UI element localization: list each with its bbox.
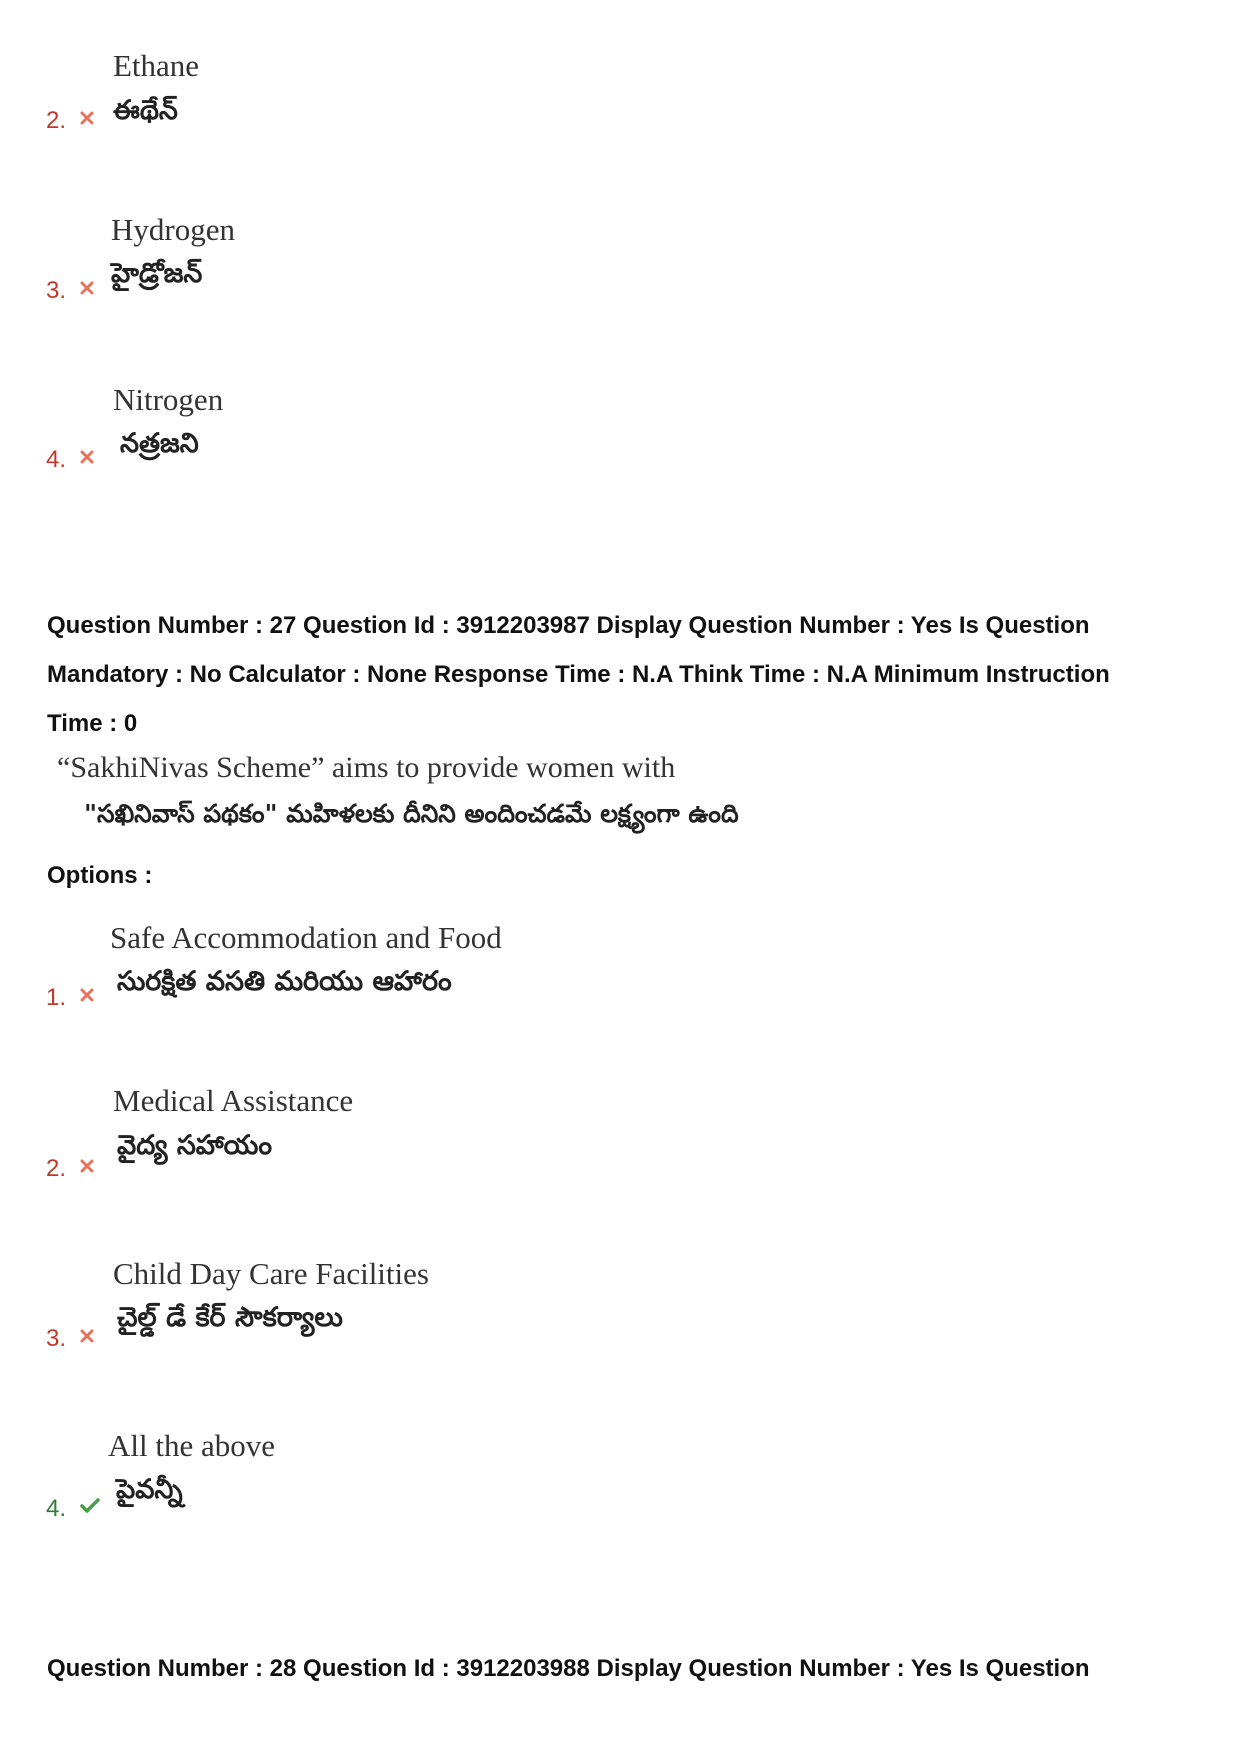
option-text-en: Nitrogen <box>113 382 224 417</box>
option-text-te: హైడ్రోజన్ <box>111 258 203 289</box>
question-text-te: "సఖినివాస్ పథకం" మహిళలకు దీనిని అందించడమే లక్ష్యంగా ఉంది <box>84 799 739 828</box>
option-number: 4. <box>46 1495 67 1522</box>
option-number: 3. <box>46 277 67 304</box>
question-meta-line-1: Question Number : 28 Question Id : 3912203988 Display Question Number : Yes Is Question <box>47 1655 1090 1682</box>
options-label: Options : <box>47 862 153 889</box>
option-text-te: నత్రజని <box>120 428 199 459</box>
cross-icon <box>80 1159 94 1173</box>
option-text-te: ఈథేన్ <box>113 95 178 126</box>
option-number: 4. <box>46 446 67 473</box>
question-meta-line-3: Time : 0 <box>47 710 138 737</box>
cross-icon <box>80 281 94 295</box>
cross-icon <box>80 450 94 464</box>
option-text-te: పైవన్నీ <box>116 1474 183 1505</box>
cross-icon <box>80 988 94 1002</box>
option-text-en: Medical Assistance <box>113 1083 354 1118</box>
option-number: 2. <box>46 1155 67 1182</box>
question-meta-line-2: Mandatory : No Calculator : None Response Time : N.A Think Time : N.A Minimum Instruction <box>47 661 1110 688</box>
option-number: 2. <box>46 107 67 134</box>
option-text-en: Child Day Care Facilities <box>113 1256 429 1291</box>
option-text-en: Ethane <box>113 48 200 83</box>
option-text-te: చైల్డ్ డే కేర్ సౌకర్యాలు <box>117 1302 343 1333</box>
option-text-te: వైద్య సహాయం <box>117 1130 273 1161</box>
question-meta-line-1: Question Number : 27 Question Id : 3912203987 Display Question Number : Yes Is Question <box>47 612 1090 639</box>
checkmark-icon <box>80 1498 100 1514</box>
cross-icon <box>80 111 94 125</box>
option-number: 3. <box>46 1325 67 1352</box>
option-text-en: Safe Accommodation and Food <box>110 920 502 955</box>
cross-icon <box>80 1329 94 1343</box>
option-text-en: All the above <box>108 1428 276 1463</box>
option-text-te: సురక్షిత వసతి మరియు ఆహారం <box>117 966 452 997</box>
question-text-en: “SakhiNivas Scheme” aims to provide women with <box>57 751 676 784</box>
option-number: 1. <box>46 984 67 1011</box>
option-text-en: Hydrogen <box>111 212 235 247</box>
